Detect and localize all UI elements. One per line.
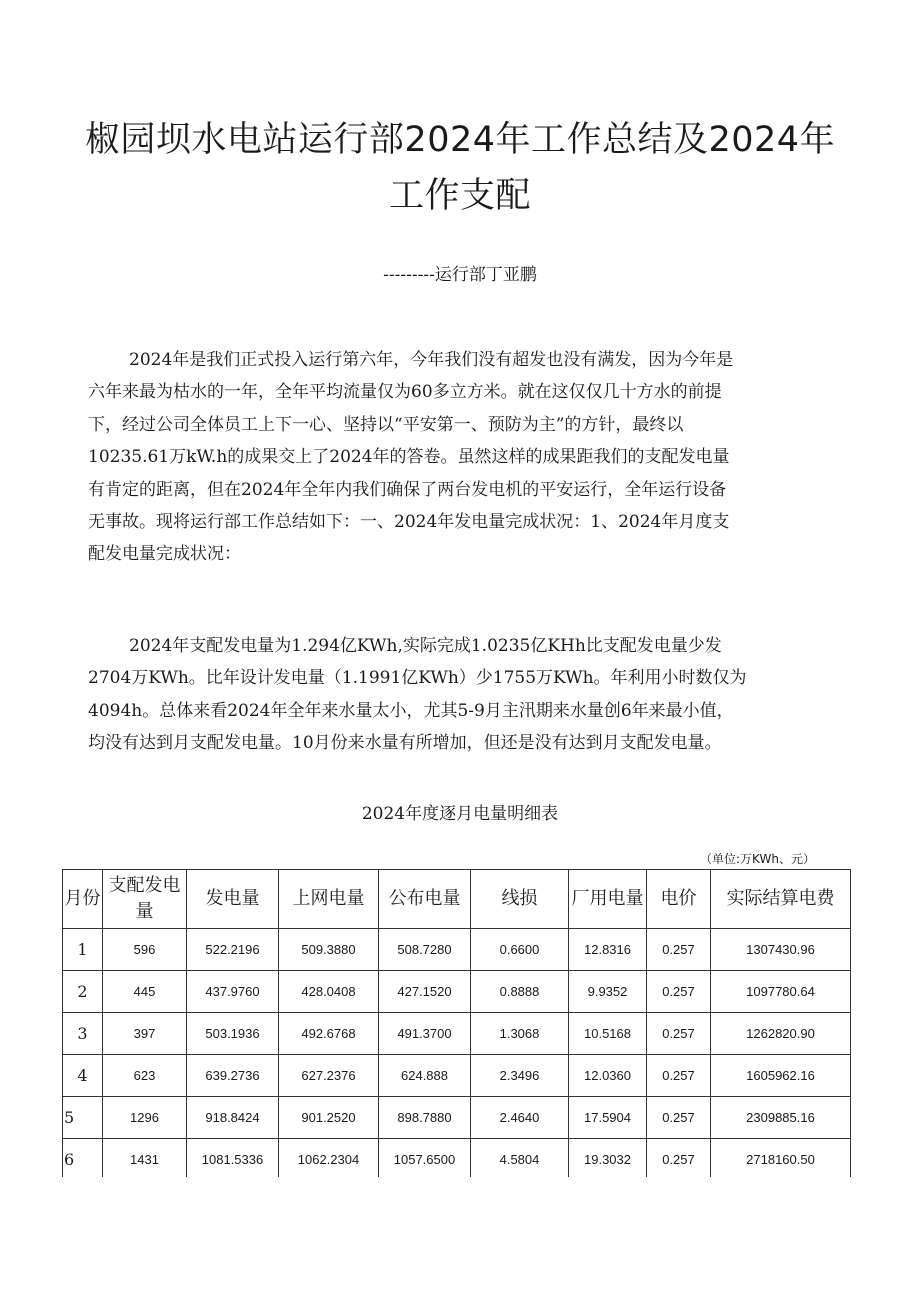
cell-plant-use: 17.5904	[569, 1097, 647, 1139]
cell-generation: 503.1936	[187, 1013, 279, 1055]
paragraph-line: 下，经过公司全体员工上下一心、坚持以“平安第一、预防为主”的方针，最终以	[88, 414, 684, 435]
header-planned-generation: 支配发电量	[103, 870, 187, 929]
table-row	[63, 929, 851, 971]
cell-planned: 397	[103, 1013, 187, 1055]
cell-line-loss: 0.6600	[471, 929, 569, 971]
paragraph-line: 2024年支配发电量为1.294亿KWh,实际完成1.0235亿KHh比支配发电量少发	[129, 636, 722, 656]
paragraph-line: 2024年是我们正式投入运行第六年，今年我们没有超发也没有满发，因为今年是	[129, 350, 734, 370]
cell-month: 4	[63, 1055, 103, 1097]
cell-plant-use: 9.9352	[569, 971, 647, 1013]
cell-plant-use: 12.8316	[569, 929, 647, 971]
cell-planned: 623	[103, 1055, 187, 1097]
paragraph-line: 无事故。现将运行部工作总结如下：一、2024年发电量完成状况：1、2024年月度支	[88, 512, 730, 533]
title-line-1: 椒园坝水电站运行部2024年工作总结及2024年	[84, 120, 836, 160]
cell-fee: 1307430.96	[711, 929, 851, 971]
paragraph-line: 有肯定的距离，但在2024年全年内我们确保了两台发电机的平安运行，全年运行设备	[88, 479, 727, 500]
table-row	[63, 1097, 851, 1139]
cell-line-loss: 4.5804	[471, 1139, 569, 1181]
table-row	[63, 1013, 851, 1055]
table-row	[63, 1139, 851, 1181]
cell-generation: 918.8424	[187, 1097, 279, 1139]
author-line: ---------运行部丁亚鹏	[383, 265, 537, 285]
cell-fee: 1605962.16	[711, 1055, 851, 1097]
cell-grid: 627.2376	[279, 1055, 379, 1097]
cell-grid: 1062.2304	[279, 1139, 379, 1181]
cell-generation: 1081.5336	[187, 1139, 279, 1181]
cell-line-loss: 0.8888	[471, 971, 569, 1013]
cell-planned: 1296	[103, 1097, 187, 1139]
cell-plant-use: 12.0360	[569, 1055, 647, 1097]
paragraph-line: 4094h。总体来看2024年全年来水量太小，尤其5-9月主汛期来水量创6年来最小值，	[88, 700, 734, 721]
table-title: 2024年度逐月电量明细表	[361, 804, 559, 824]
monthly-electricity-table	[62, 869, 851, 1181]
cell-price: 0.257	[647, 1097, 711, 1139]
cell-line-loss: 2.3496	[471, 1055, 569, 1097]
cell-plant-use: 19.3032	[569, 1139, 647, 1181]
cell-generation: 639.2736	[187, 1055, 279, 1097]
header-generation: 发电量	[187, 870, 279, 929]
cell-fee: 2309885.16	[711, 1097, 851, 1139]
paragraph-line: 均没有达到月支配发电量。10月份来水量有所增加，但还是没有达到月支配发电量。	[88, 733, 722, 754]
cell-line-loss: 1.3068	[471, 1013, 569, 1055]
cell-grid: 492.6768	[279, 1013, 379, 1055]
header-grid-energy: 上网电量	[279, 870, 379, 929]
table-row	[63, 971, 851, 1013]
cell-published: 508.7280	[379, 929, 471, 971]
cell-price: 0.257	[647, 1139, 711, 1181]
cell-fee: 1262820.90	[711, 1013, 851, 1055]
paragraph-line: 2704万KWh。比年设计发电量（1.1991亿KWh）少1755万KWh。年利用小时数仅为	[88, 668, 747, 689]
table-row	[63, 1055, 851, 1097]
cell-generation: 437.9760	[187, 971, 279, 1013]
cell-month: 5	[63, 1097, 103, 1139]
cell-price: 0.257	[647, 929, 711, 971]
cell-published: 898.7880	[379, 1097, 471, 1139]
header-line-loss: 线损	[471, 870, 569, 929]
header-plant-consumption: 厂用电量	[569, 870, 647, 929]
cell-published: 624.888	[379, 1055, 471, 1097]
cell-planned: 1431	[103, 1139, 187, 1181]
cell-plant-use: 10.5168	[569, 1013, 647, 1055]
paragraph-2	[88, 630, 850, 760]
cell-price: 0.257	[647, 971, 711, 1013]
cell-line-loss: 2.4640	[471, 1097, 569, 1139]
paragraph-line: 配发电量完成状况：	[88, 544, 241, 565]
cell-month: 3	[63, 1013, 103, 1055]
title-line-2: 工作支配	[388, 176, 531, 216]
cell-grid: 509.3880	[279, 929, 379, 971]
cell-planned: 596	[103, 929, 187, 971]
cell-month: 6	[63, 1139, 103, 1181]
document-title	[60, 112, 860, 224]
cell-planned: 445	[103, 971, 187, 1013]
cell-fee: 2718160.50	[711, 1139, 851, 1181]
paragraph-line: 10235.61万kW.h的成果交上了2024年的答卷。虽然这样的成果距我们的支配发电量	[88, 447, 730, 468]
cell-fee: 1097780.64	[711, 971, 851, 1013]
cell-published: 491.3700	[379, 1013, 471, 1055]
cell-generation: 522.2196	[187, 929, 279, 971]
cell-published: 427.1520	[379, 971, 471, 1013]
header-settlement-fee: 实际结算电费	[711, 870, 851, 929]
header-month: 月份	[63, 870, 103, 929]
cell-published: 1057.6500	[379, 1139, 471, 1181]
paragraph-1	[88, 344, 850, 571]
cell-price: 0.257	[647, 1013, 711, 1055]
cell-price: 0.257	[647, 1055, 711, 1097]
cell-grid: 428.0408	[279, 971, 379, 1013]
page-bottom-cutoff	[0, 1177, 920, 1301]
paragraph-line: 六年来最为枯水的一年，全年平均流量仅为60多立方米。就在这仅仅几十方水的前提	[88, 382, 722, 403]
header-published-energy: 公布电量	[379, 870, 471, 929]
cell-month: 1	[63, 929, 103, 971]
header-price: 电价	[647, 870, 711, 929]
cell-grid: 901.2520	[279, 1097, 379, 1139]
cell-month: 2	[63, 971, 103, 1013]
table-header-row	[63, 870, 851, 929]
table-unit-note: （单位:万KWh、元）	[700, 852, 815, 866]
